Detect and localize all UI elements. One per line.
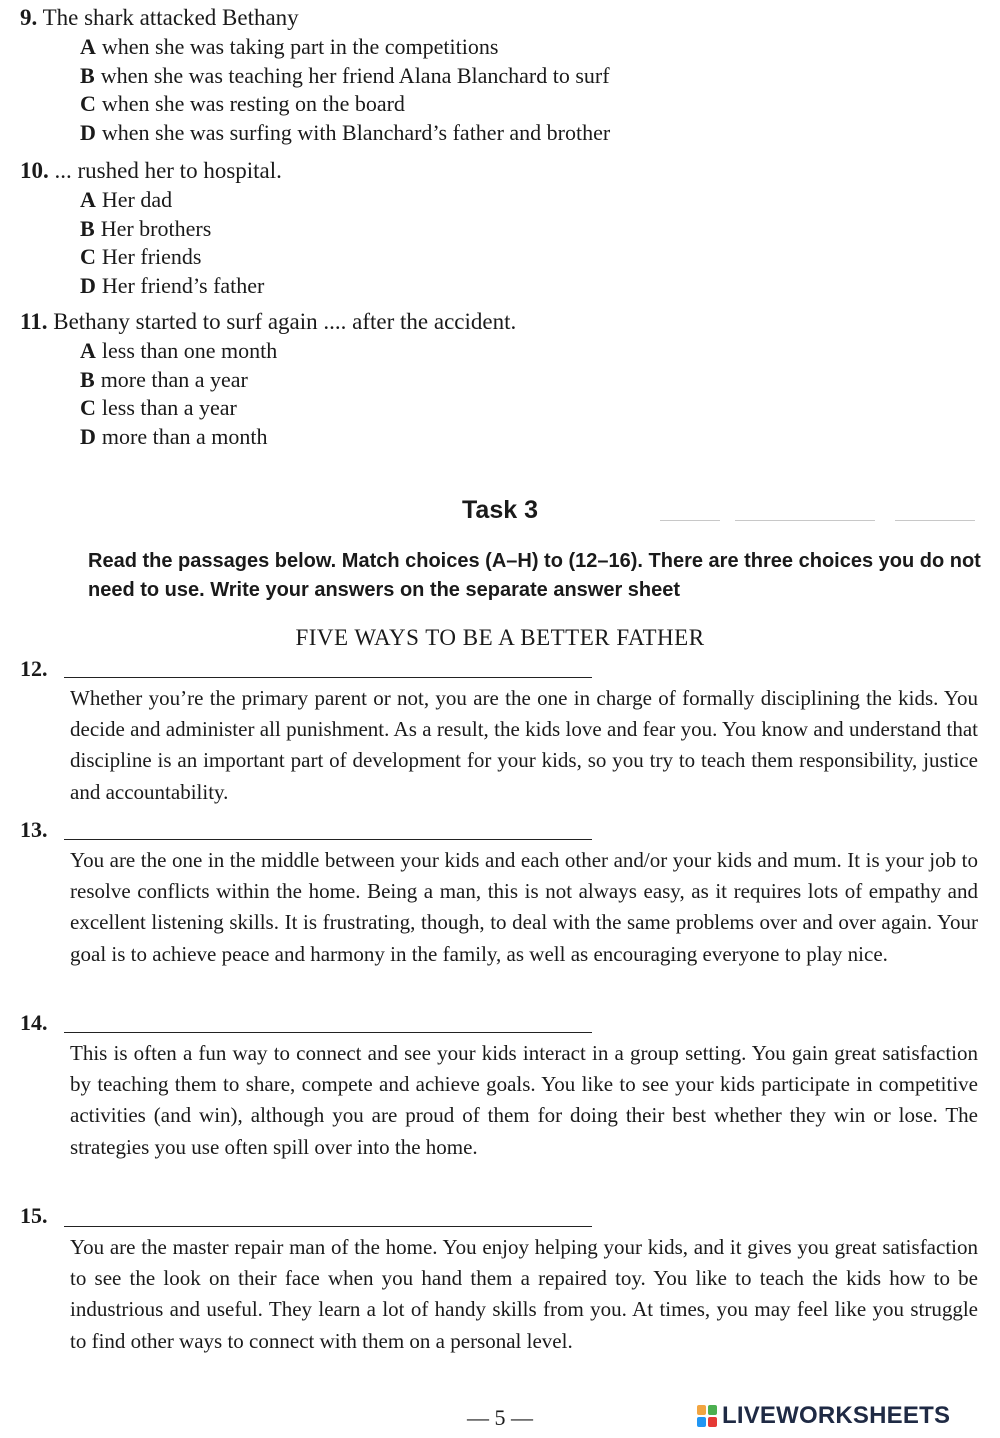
option-text: more than a month: [101, 423, 268, 449]
option: [80, 33, 610, 62]
option: [80, 90, 610, 119]
section-paragraph: This is often a fun way to connect and see your kids interact in a group setting. You gain great satisfaction by teaching them to share, compete and achieve goals. You like to see your kids participate in competitive activities (and win), although you are proud of them for doing their best whether they win or lose. The strategies you use often spill over into the home.: [70, 1041, 978, 1159]
question-10-options: [80, 186, 264, 300]
option-letter: B: [80, 62, 95, 88]
heading-answer-blank[interactable]: [64, 677, 592, 678]
option-letter: A: [80, 34, 96, 59]
option-text: when she was surfing with Blanchard’s father and brother: [101, 119, 611, 145]
heading-answer-blank[interactable]: [64, 839, 592, 840]
option: [80, 62, 610, 91]
logo-square: [708, 1417, 717, 1427]
question-9: [20, 4, 299, 32]
heading-answer-blank[interactable]: [64, 1032, 592, 1033]
option: [80, 337, 277, 366]
question-10: [20, 157, 282, 185]
option-text: Her brothers: [100, 215, 212, 241]
option-text: when she was resting on the board: [101, 91, 405, 117]
section-paragraph: You are the master repair man of the home. You enjoy helping your kids, and it gives you great satisfaction to see the look on their face when you hand them a repaired toy. You like to teach the kids how to be industrious and useful. They learn a lot of handy skills from you. At times, you may feel like you struggle to find other ways to connect with them on a personal level.: [70, 1235, 978, 1353]
logo-square: [708, 1405, 717, 1415]
option-text: when she was taking part in the competitions: [101, 34, 499, 59]
section-paragraph: Whether you’re the primary parent or not, you are the one in charge of formally disciplining the kids. You decide and administer all punishment. As a result, the kids love and fear you. You know and understand that discipline is an important part of development for your kids, so you try to teach them responsibility, justice and accountability.: [70, 686, 978, 804]
option: [80, 119, 610, 148]
question-number: 10.: [20, 158, 49, 183]
option-text: less than a year: [101, 395, 237, 421]
option-letter: C: [80, 91, 96, 117]
option-letter: D: [80, 119, 96, 145]
option-text: when she was teaching her friend Alana Blanchard to surf: [100, 62, 610, 88]
question-stem: Bethany started to surf again .... after the accident.: [53, 309, 517, 334]
question-9-options: [80, 33, 610, 147]
section-paragraph: You are the one in the middle between your kids and each other and/or your kids and mum. It is your job to resolve conflicts within the home. Being a man, this is not always easy, as it requires lots of empathy and excellent listening skills. It is frustrating, though, to deal with the same problems over and over again. Your goal is to achieve peace and harmony in the family, as well as encouraging everyone to play nice.: [70, 848, 978, 966]
option-letter: D: [80, 423, 96, 449]
option: [80, 423, 277, 452]
option-letter: B: [80, 215, 95, 241]
section-number: 15.: [20, 1203, 48, 1228]
liveworksheets-icon: [697, 1405, 717, 1427]
logo-square: [697, 1417, 706, 1427]
option: [80, 215, 264, 244]
task-instructions: Read the passages below. Match choices (A–H) to (12–16). There are three choices you do not need to use. Write your answers on the separate answer sheet: [88, 550, 981, 601]
scan-artifact: [660, 520, 720, 521]
option: [80, 272, 264, 301]
question-11: [20, 308, 516, 336]
option-text: Her dad: [101, 187, 173, 212]
task-title: Task 3: [462, 496, 538, 524]
page-number: — 5 —: [467, 1405, 533, 1430]
section-number: 13.: [20, 817, 48, 842]
option-letter: C: [80, 244, 96, 270]
option: [80, 186, 264, 215]
article-title: FIVE WAYS TO BE A BETTER FATHER: [295, 625, 705, 650]
option-letter: D: [80, 272, 96, 298]
liveworksheets-logo[interactable]: [697, 1400, 950, 1432]
option-letter: B: [80, 366, 95, 392]
section-number: 12.: [20, 656, 48, 681]
option: [80, 243, 264, 272]
option: [80, 366, 277, 395]
brand-name: LIVEWORKSHEETS: [722, 1402, 951, 1429]
logo-square: [697, 1405, 706, 1415]
option-text: Her friend’s father: [101, 272, 265, 298]
question-number: 9.: [20, 5, 38, 30]
heading-answer-blank[interactable]: [64, 1226, 592, 1227]
scan-artifact: [735, 520, 875, 521]
section-number: 14.: [20, 1010, 48, 1035]
scan-artifact: [895, 520, 975, 521]
question-number: 11.: [20, 309, 48, 334]
question-stem: The shark attacked Bethany: [42, 5, 299, 30]
option: [80, 394, 277, 423]
option-letter: C: [80, 395, 96, 421]
option-text: more than a year: [100, 366, 248, 392]
option-text: Her friends: [101, 244, 202, 270]
option-text: less than one month: [101, 338, 278, 363]
question-stem: ... rushed her to hospital.: [54, 158, 282, 183]
option-letter: A: [80, 187, 96, 212]
option-letter: A: [80, 338, 96, 363]
question-11-options: [80, 337, 277, 451]
